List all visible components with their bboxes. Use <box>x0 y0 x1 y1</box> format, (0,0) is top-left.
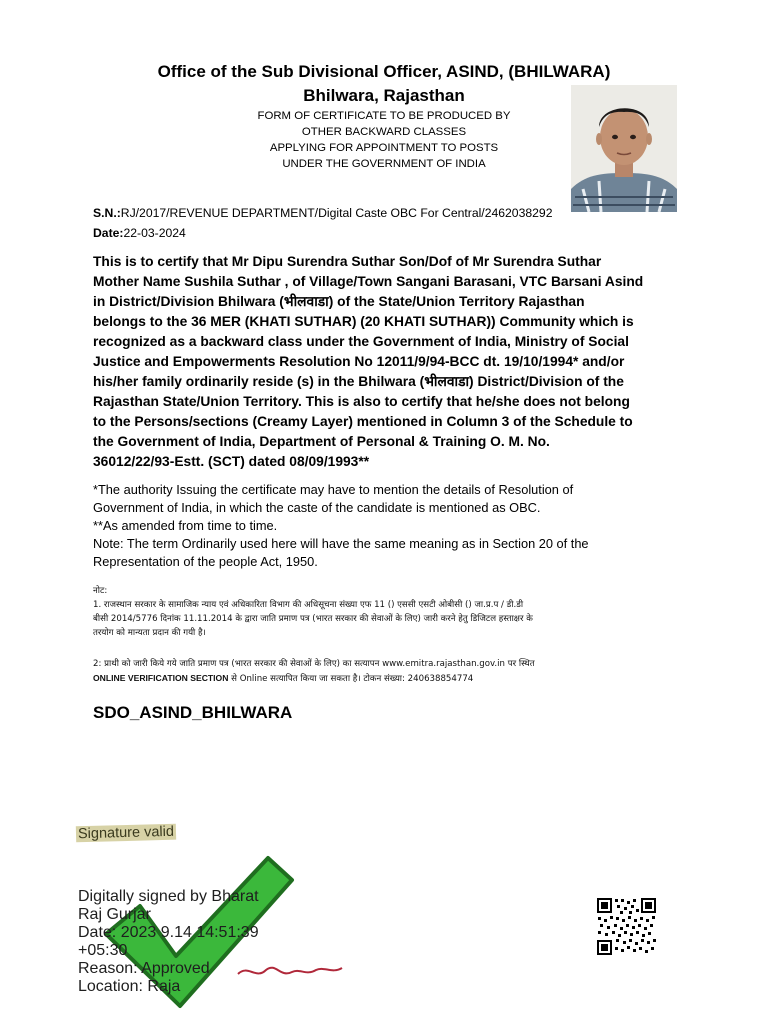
serial-number-label: S.N.: <box>93 206 121 220</box>
form-heading-line: FORM OF CERTIFICATE TO BE PRODUCED BY <box>257 110 511 122</box>
issue-date-label: Date: <box>93 226 124 240</box>
form-heading-line: UNDER THE GOVERNMENT OF INDIA <box>282 158 486 170</box>
token-text: से Online सत्यापित किया जा सकता है। टोकन संख्या: 240638854774 <box>228 674 474 684</box>
signature-details <box>78 888 259 996</box>
paragraph-line: This is to certify that Mr Dipu Surendra Suthar Son/Dof of Mr Surendra Suthar <box>93 254 602 269</box>
footnote-line: *The authority Issuing the certificate may have to mention the details of Resolution of <box>93 482 574 497</box>
verification-note-line <box>93 671 683 686</box>
hindi-note <box>93 584 683 640</box>
handwritten-scribble-icon <box>236 960 346 982</box>
online-verification-label: ONLINE VERIFICATION SECTION <box>93 673 229 683</box>
signature-line: Raj Gurjar <box>78 906 151 923</box>
hindi-note-line: 1. राजस्थान सरकार के सामाजिक न्याय एवं अधिकारिता विभाग की अधिसूचना संख्या एफ 11 () एससी एसटी ओबीसी () जा.प्र.प / डी.डी <box>93 600 524 610</box>
paragraph-line: in District/Division Bhilwara (भीलवाडा) of the State/Union Territory Rajasthan <box>93 294 585 309</box>
issue-date-value: 22-03-2024 <box>123 226 186 240</box>
form-heading <box>196 108 572 172</box>
footnote-line: **As amended from time to time. <box>93 518 278 533</box>
paragraph-line: Mother Name Sushila Suthar , of Village/Town Sangani Barasani, VTC Barsani Asind <box>93 274 644 289</box>
office-title: Office of the Sub Divisional Officer, ASIND, (BHILWARA) <box>157 62 611 81</box>
paragraph-line: Justice and Empowerments Resolution No 12011/9/94-BCC dt. 19/10/1994* and/or <box>93 354 625 369</box>
signature-line: Location: Raja <box>78 978 181 995</box>
form-heading-line: APPLYING FOR APPOINTMENT TO POSTS <box>269 142 499 154</box>
office-location: Bhilwara, Rajasthan <box>303 86 465 105</box>
certification-paragraph <box>93 252 683 472</box>
verification-note <box>93 657 683 686</box>
verification-note-line: 2: प्राथी को जारी किये गये जाति प्रमाण पत्र (भारत सरकार की सेवाओं के लिए) का सत्यापन www.emitra.rajasthan.gov.in पर स्थित <box>93 659 535 669</box>
signature-valid-label: Signature valid <box>77 823 175 843</box>
form-heading-line: OTHER BACKWARD CLASSES <box>301 126 467 138</box>
digital-signature-block <box>60 820 380 1010</box>
issue-date <box>93 226 186 240</box>
footnote-line: Note: The term Ordinarily used here will have the same meaning as in Section 20 of the <box>93 536 589 551</box>
signature-line: +05:30 <box>78 942 128 959</box>
paragraph-line: to the Persons/sections (Creamy Layer) mentioned in Column 3 of the Schedule to <box>93 414 633 429</box>
hindi-note-line: बीसी 2014/5776 दिनांक 11.11.2014 के द्वारा जाति प्रमाण पत्र (भारत सरकार की सेवाओं के लिए) जारी करने हेतु डिजिटल हस्ताक्षर के <box>93 614 533 624</box>
qr-code-icon <box>596 897 657 956</box>
paragraph-line: recognized as a backward class under the Government of India, Ministry of Social <box>93 334 629 349</box>
issuing-authority: SDO_ASIND_BHILWARA <box>93 703 293 722</box>
signature-line: Reason: Approved <box>78 960 210 977</box>
footnote-line: Government of India, in which the caste of the candidate is mentioned as OBC. <box>93 500 541 515</box>
footnote-line: Representation of the people Act, 1950. <box>93 554 318 569</box>
serial-number-value: RJ/2017/REVENUE DEPARTMENT/Digital Caste OBC For Central/2462038292 <box>120 206 553 220</box>
signature-line: Date: 2023 9.14 14:51:39 <box>78 924 259 941</box>
paragraph-line: Rajasthan State/Union Territory. This is also to certify that he/she does not belong <box>93 394 630 409</box>
footnotes <box>93 481 683 571</box>
hindi-note-line: तरयोग को मान्यता प्रदान की गयी है। <box>93 628 206 638</box>
hindi-note-heading: नोट: <box>93 586 108 596</box>
applicant-photo <box>571 85 677 212</box>
paragraph-line: 36012/22/93-Estt. (SCT) dated 08/09/1993** <box>93 454 370 469</box>
serial-number <box>93 206 552 220</box>
applicant-photo-image <box>571 85 677 212</box>
paragraph-line: his/her family ordinarily reside (s) in the Bhilwara (भीलवाडा) District/Division of the <box>93 374 624 389</box>
paragraph-line: the Government of India, Department of Personal & Training O. M. No. <box>93 434 550 449</box>
paragraph-line: belongs to the 36 MER (KHATI SUTHAR) (20 KHATI SUTHAR)) Community which is <box>93 314 634 329</box>
signature-line: Digitally signed by Bharat <box>78 888 259 905</box>
